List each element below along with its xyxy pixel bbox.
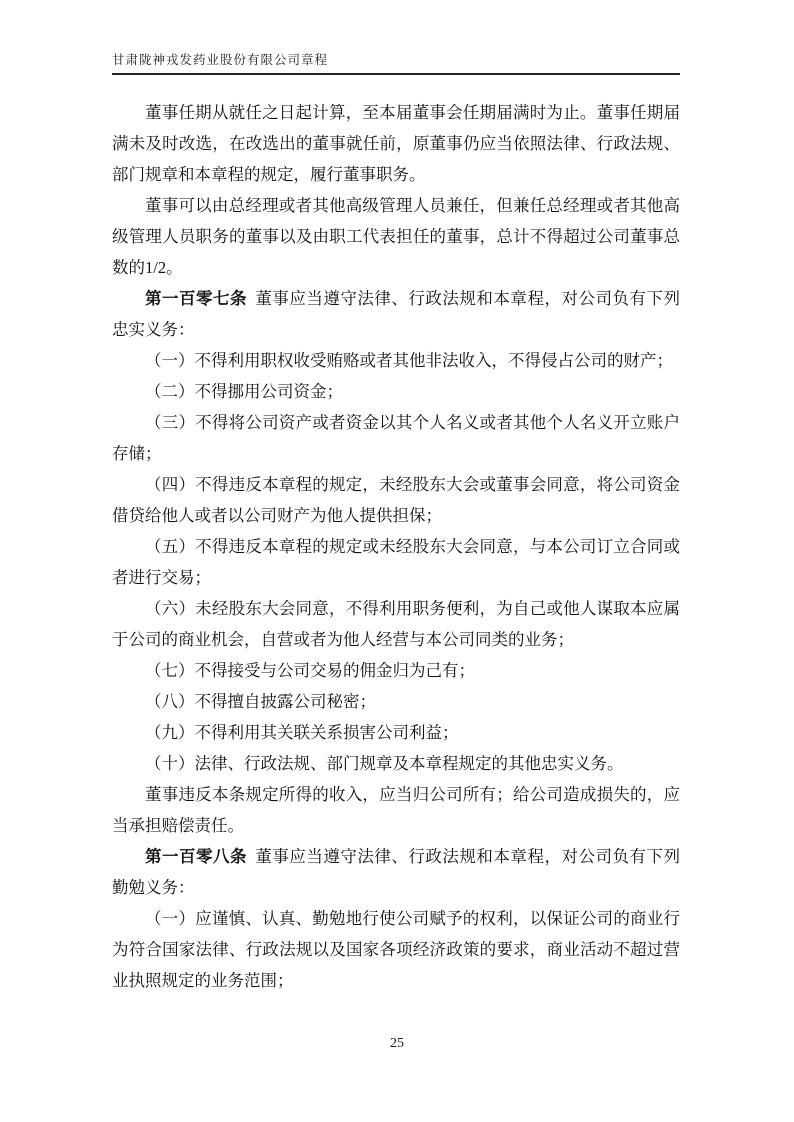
paragraph-text: （二）不得挪用公司资金； — [145, 382, 343, 401]
paragraph-text: （七）不得接受与公司交易的佣金归为己有； — [145, 661, 475, 680]
paragraph-text: （四）不得违反本章程的规定，未经股东大会或董事会同意，将公司资金借贷给他人或者以公司财产为他人提供担保； — [112, 475, 680, 525]
paragraph-text: 董事可以由总经理或者其他高级管理人员兼任，但兼任总经理或者其他高级管理人员职务的董事以及由职工代表担任的董事，总计不得超过公司董事总数的1/2。 — [112, 196, 680, 277]
article-number: 第一百零七条 — [145, 289, 248, 308]
paragraph — [112, 190, 680, 283]
list-item — [112, 717, 680, 748]
document-body — [112, 97, 680, 996]
paragraph — [112, 283, 680, 345]
paragraph — [112, 97, 680, 190]
list-item — [112, 407, 680, 469]
paragraph-text: （十）法律、行政法规、部门规章及本章程规定的其他忠实义务。 — [145, 754, 624, 773]
list-item — [112, 593, 680, 655]
page-header — [112, 50, 680, 75]
paragraph — [112, 841, 680, 903]
paragraph-text: （一）不得利用职权收受贿赂或者其他非法收入，不得侵占公司的财产； — [145, 351, 673, 370]
paragraph-text: 董事任期从就任之日起计算，至本届董事会任期届满时为止。董事任期届满未及时改选，在改选出的董事就任前，原董事仍应当依照法律、行政法规、部门规章和本章程的规定，履行董事职务。 — [112, 103, 680, 184]
paragraph-text: （六）未经股东大会同意，不得利用职务便利，为自己或他人谋取本应属于公司的商业机会，自营或者为他人经营与本公司同类的业务； — [112, 599, 680, 649]
page-header-title: 甘肃陇神戎发药业股份有限公司章程 — [112, 53, 329, 67]
page-footer — [0, 1036, 794, 1052]
list-item — [112, 903, 680, 996]
article-number: 第一百零八条 — [145, 847, 248, 866]
paragraph-text: （五）不得违反本章程的规定或未经股东大会同意，与本公司订立合同或者进行交易； — [112, 537, 680, 587]
paragraph-text: 董事违反本条规定所得的收入，应当归公司所有；给公司造成损失的，应当承担赔偿责任。 — [112, 785, 680, 835]
paragraph-text: （八）不得擅自披露公司秘密； — [145, 692, 376, 711]
list-item — [112, 748, 680, 779]
paragraph-text: （九）不得利用其关联关系损害公司利益； — [145, 723, 459, 742]
paragraph-text: 董事应当遵守法律、行政法规和本章程，对公司负有下列勤勉义务： — [112, 847, 681, 897]
list-item — [112, 376, 680, 407]
paragraph-text: 董事应当遵守法律、行政法规和本章程，对公司负有下列忠实义务： — [112, 289, 681, 339]
page-number: 25 — [390, 1036, 404, 1051]
paragraph-text: （一）应谨慎、认真、勤勉地行使公司赋予的权利，以保证公司的商业行为符合国家法律、行政法规以及国家各项经济政策的要求，商业活动不超过营业执照规定的业务范围； — [112, 909, 680, 990]
list-item — [112, 469, 680, 531]
list-item — [112, 531, 680, 593]
list-item — [112, 655, 680, 686]
paragraph — [112, 779, 680, 841]
list-item — [112, 686, 680, 717]
paragraph-text: （三）不得将公司资产或者资金以其个人名义或者其他个人名义开立账户存储； — [112, 413, 680, 463]
list-item — [112, 345, 680, 376]
